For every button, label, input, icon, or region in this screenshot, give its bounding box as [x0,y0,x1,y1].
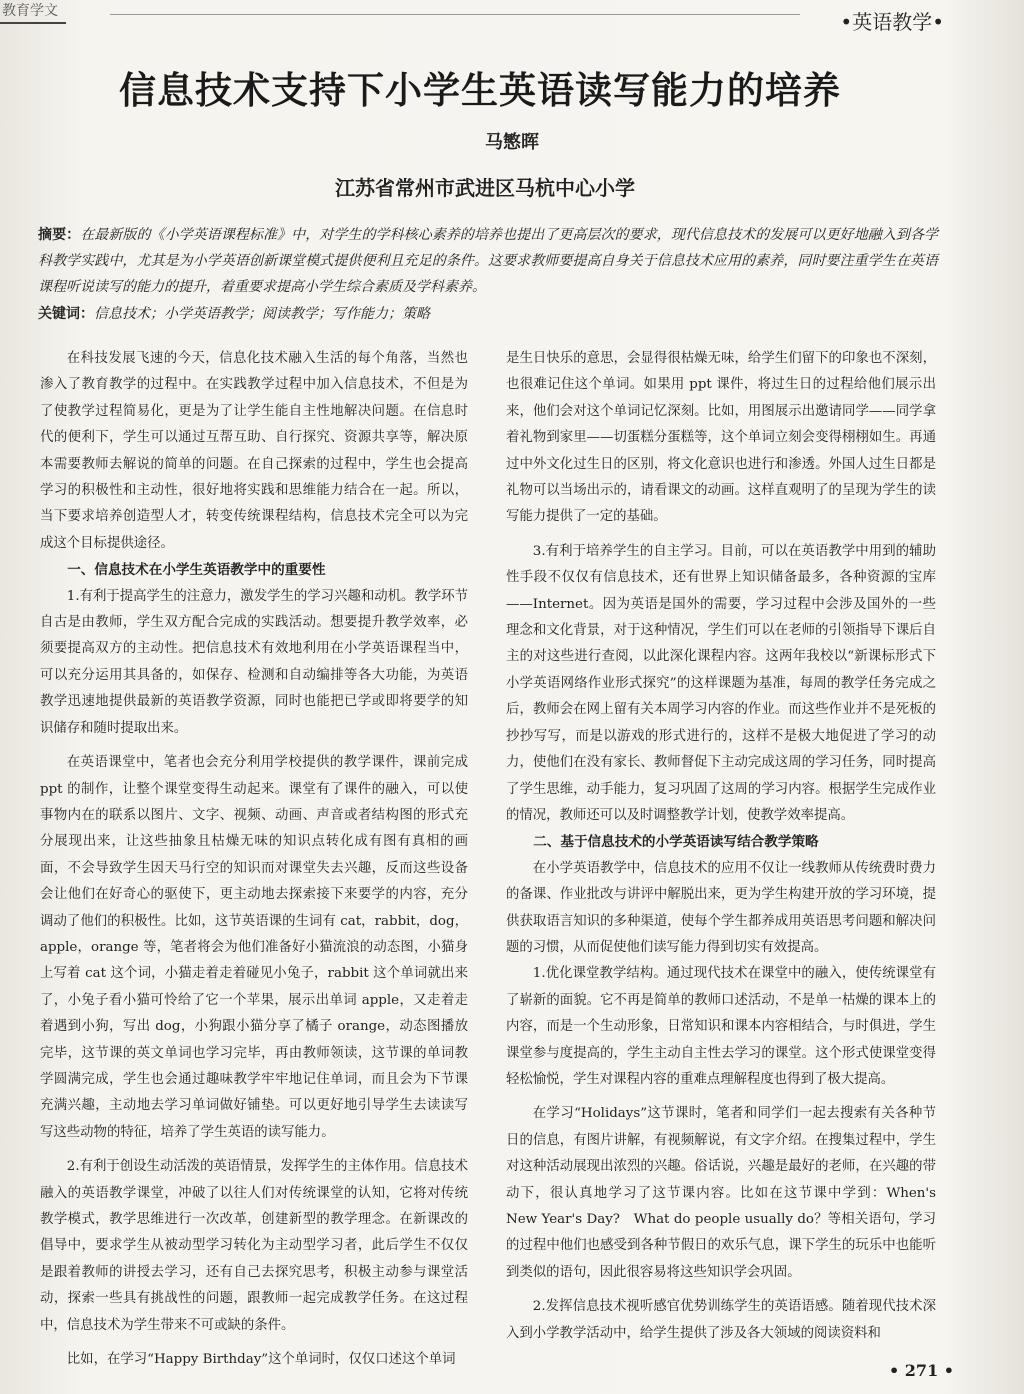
keywords-text: 信息技术；小学英语教学；阅读教学；写作能力；策略 [94,306,430,322]
paragraph: 2.有利于创设生动活泼的英语情景，发挥学生的主体作用。信息技术融入的英语教学课堂，冲破了以往人们对传统课堂的认知，它将对传统教学模式，教学思维进行一次改革，创建新型的教学理念。在新课改的倡导中，要求学生从被动型学习转化为主动型学习者，此后学生不仅仅是跟着教师的讲授去学习，还有自己去探究思考，积极主动参与课堂活动，探索一些具有挑战性的问题，跟教师一起完成教学任务。在这过程中，信息技术为学生带来不可或缺的条件。 [40,1159,468,1333]
abstract [38,222,938,300]
author-name: 马慜晖 [485,132,539,153]
header-rule [110,14,800,15]
section-heading: 二、基于信息技术的小学英语读写结合教学策略 [533,834,819,851]
abstract-label: 摘要： [38,227,81,243]
paragraph: 在科技发展飞速的今天，信息化技术融入生活的每个角落，当然也渗入了教育教学的过程中。在实践教学过程中加入信息技术，不但是为了使教学过程简易化，更是为了让学生能自主性地解决问题。在信息时代的便利下，学生可以通过互帮互助、自行探究、资源共享等，解决原本需要教师去解说的简单的问题。在自己探索的过程中，学生也会提高学习的积极性和主动性，很好地将实践和思维能力结合在一起。所以，当下要求培养创造型人才，转变传统课程结构，信息技术完全可以为完成这个目标提供途径。 [40,351,468,551]
article-title: 信息技术支持下小学生英语读写能力的培养 [119,69,841,112]
section-tag: •英语教学• [840,10,944,34]
paragraph: 是生日快乐的意思，会显得很枯燥无味，给学生们留下的印象也不深刻，也很难记住这个单词。如果用 ppt 课件，将过生日的过程给他们展示出来，他们会对这个单词记忆深刻。比如，用图展示出邀请同学——同学拿着礼物到家里——切蛋糕分蛋糕等，这个单词立刻会变得栩栩如生。再通过中外文化过生日的区别，将文化意识也进行和渗透。外国人过生日都是礼物可以当场出示的，请看课文的动画。这样直观明了的呈现为学生的读写能力提供了一定的基础。 [506,351,936,525]
keywords [38,301,938,327]
paragraph: 3.有利于培养学生的自主学习。目前，可以在英语教学中用到的辅助性手段不仅仅有信息技术，还有世界上知识储备最多，各种资源的宝库——Internet。因为英语是国外的需要，学习过程中会涉及国外的一些理念和文化背景，对于这种情况，学生们可以在老师的引领指导下课后自主的对这些进行查阅，以此深化课程内容。这两年我校以“新课标形式下小学英语网络作业形式探究”的这样课题为基准，每周的教学任务完成之后，教师会在网上留有关本周学习内容的作业。而这些作业并不是死板的抄抄写写，而是以游戏的形式进行的，这样不是极大地促进了学习的动力，使他们在没有家长、教师督促下主动完成这周的学习任务，同时提高了学生思维，动手能力，复习巩固了这周的学习内容。根据学生完成作业的情况，教师还可以及时调整教学计划，使教学效率提高。 [506,543,936,823]
paragraph: 在学习“Holidays”这节课时，笔者和同学们一起去搜索有关各种节日的信息，有图片讲解，有视频解说，有文字介绍。在搜集过程中，学生对这种活动展现出浓烈的兴趣。俗话说，兴趣是最好的老师，在兴趣的带动下，很认真地学习了这节课内容。比如在这节课中学到：When's New Year's Day? What do people usually do？等相关语句，学习的过程中他们也感受到各种节假日的欢乐气息，课下学生的玩乐中也能听到类似的语句，因此很容易将这些知识学会巩固。 [506,1106,936,1280]
journal-name-fragment: 教育学文 [0,0,66,24]
body-column-left [40,346,468,1373]
keywords-label: 关键词： [38,306,94,322]
abstract-text: 在最新版的《小学英语课程标准》中，对学生的学科核心素养的培养也提出了更高层次的要求，现代信息技术的发展可以更好地融入到各学科教学实践中，尤其是为小学英语创新课堂模式提供便利且充足的条件。这要求教师要提高自身关于信息技术应用的素养，同时要注重学生在英语课程听说读写的能力的提升，着重要求提高小学生综合素质及学科素养。 [38,227,939,295]
paragraph: 2.发挥信息技术视听感官优势训练学生的英语语感。随着现代技术深入到小学教学活动中，给学生提供了涉及各大领域的阅读资料和 [506,1299,936,1341]
body-column-right [506,346,936,1347]
section-heading: 一、信息技术在小学生英语教学中的重要性 [67,562,326,579]
paragraph: 在英语课堂中，笔者也会充分利用学校提供的教学课件，课前完成 ppt 的制作，让整个课堂变得生动起来。课堂有了课件的融入，可以使事物内在的联系以图片、文字、视频、动画、声音或者结构图的形式充分展现出来，让这些抽象且枯燥无味的知识点转化成有图有真相的画面，不会导致学生因天马行空的知识而对课堂失去兴趣，反而这些设备会让他们在好奇心的驱使下，更主动地去探索接下来要学的内容，充分调动了他们的积极性。比如，这节英语课的生词有 cat，rabbit，dog，apple，orange 等，笔者将会为他们准备好小猫流浪的动态图，小猫身上写着 cat 这个词，小猫走着走着碰见小兔子，rabbit 这个单词就出来了，小兔子看小猫可怜给了它一个苹果，展示出单词 apple，又走着走着遇到小狗，写出 dog，小狗跟小猫分享了橘子 orange，动态图播放完毕，这节课的英文单词也学习完毕，再由教师领读，这节课的单词教学圆满完成，学生也会通过趣味教学牢牢地记住单词，而且会为下节课充满兴趣，主动地去学习单词做好铺垫。可以更好地引导学生去读读写写这些动物的特征，培养了学生英语的读写能力。 [40,755,468,1140]
page-number: • 271 • [889,1361,954,1380]
paragraph: 1.优化课堂教学结构。通过现代技术在课堂中的融入，使传统课堂有了崭新的面貌。它不再是简单的教师口述活动，不是单一枯燥的课本上的内容，而是一个生动形象，日常知识和课本内容相结合，与时俱进，学生课堂参与度提高的，学生主动自主性去学习的课堂。这个形式使课堂变得轻松愉悦，学生对课程内容的重难点理解程度也得到了极大提高。 [506,966,936,1087]
paragraph: 在小学英语教学中，信息技术的应用不仅让一线教师从传统费时费力的备课、作业批改与讲评中解脱出来，更为学生构建开放的学习环境，提供获取语言知识的多种渠道，使每个学生都养成用英语思考问题和解决问题的习惯，从而促使他们读写能力得到切实有效提高。 [506,860,936,955]
author-affiliation: 江苏省常州市武进区马杭中心小学 [335,176,635,200]
paragraph: 1.有利于提高学生的注意力，激发学生的学习兴趣和动机。教学环节自古是由教师，学生双方配合完成的实践活动。想要提升教学效率，必须要提高双方的主动性。把信息技术有效地利用在小学英语课程当中，可以充分运用其具备的，如保存、检测和自动编排等各大功能，为英语教学迅速地提供最新的英语教学资源，同时也能把已学或即将要学的知识储存和随时提取出来。 [40,588,468,736]
paragraph: 比如，在学习“Happy Birthday”这个单词时，仅仅口述这个单词 [66,1352,456,1368]
